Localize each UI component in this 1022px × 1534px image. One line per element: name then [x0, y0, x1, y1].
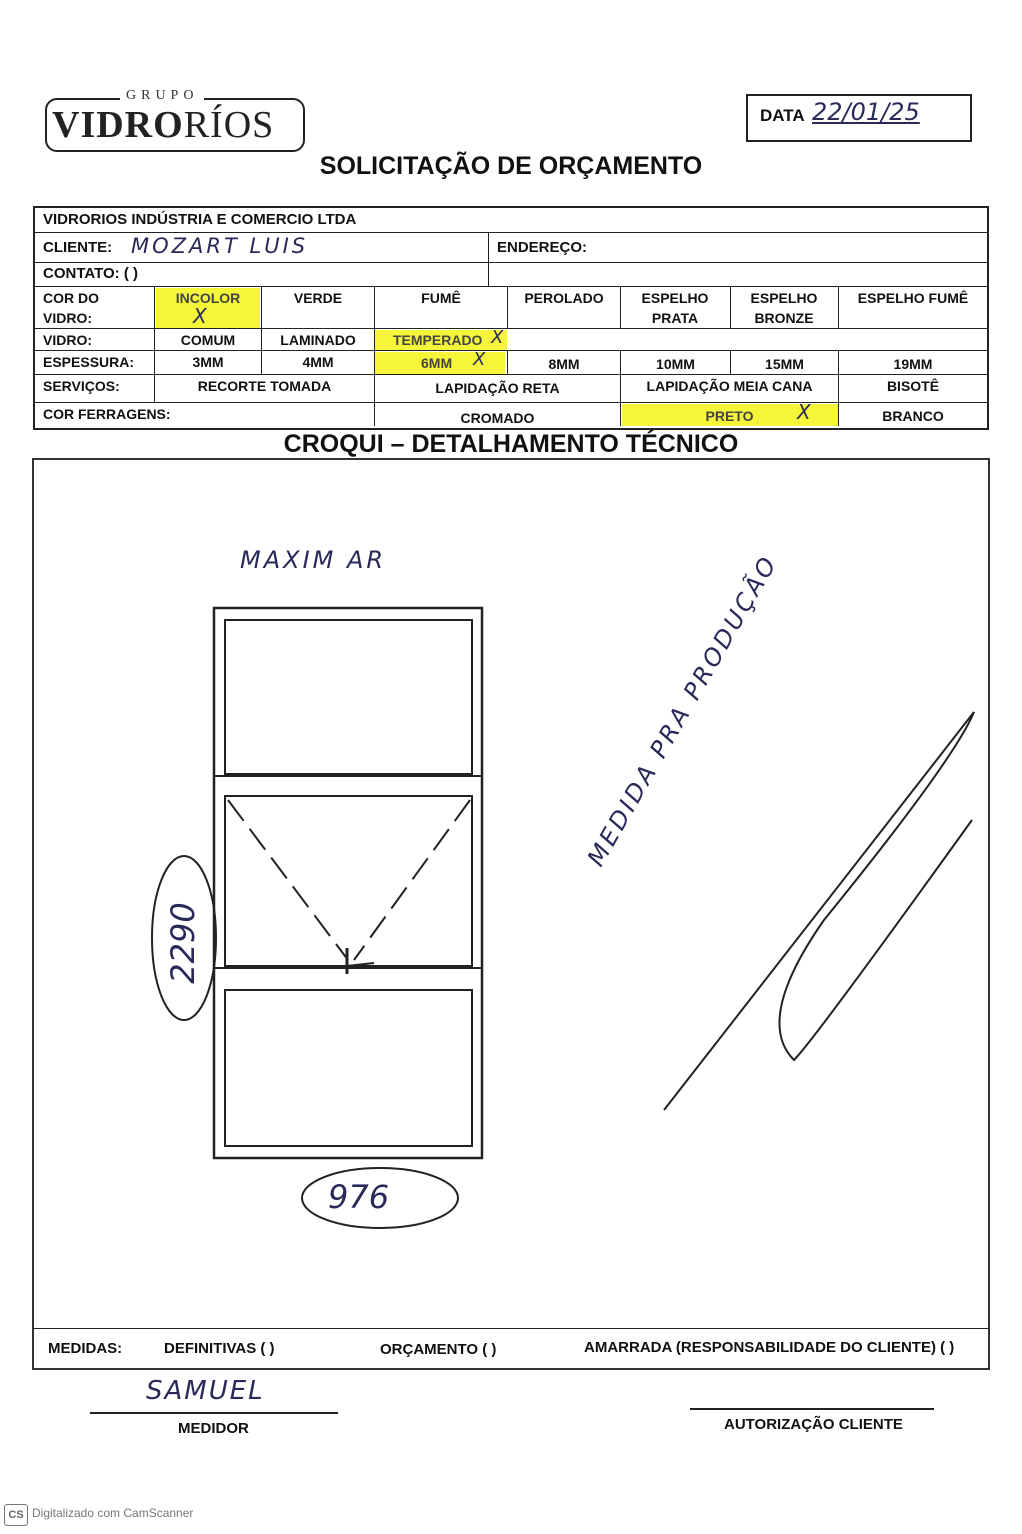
hardware-label: COR FERRAGENS:	[43, 406, 171, 422]
color-option-espelho-prata: ESPELHO PRATA	[641, 290, 709, 326]
row-divider	[35, 262, 987, 263]
address-label: ENDEREÇO:	[497, 239, 588, 256]
client-label: CLIENTE:	[43, 239, 113, 256]
thickness-option-15mm: 15MM	[765, 356, 804, 372]
services-label: SERVIÇOS:	[43, 378, 120, 394]
col-divider	[620, 286, 621, 328]
glass-option-comum: COMUM	[180, 332, 236, 348]
thickness-option-4mm: 4MM	[302, 354, 334, 370]
glass-label: VIDRO:	[43, 332, 92, 348]
col-divider	[730, 286, 731, 328]
production-note: MEDIDA PRA PRODUÇÃO	[581, 550, 784, 871]
measurer-label: MEDIDOR	[178, 1420, 249, 1437]
company-logo	[52, 103, 274, 147]
color-option-fume: FUMÊ	[421, 290, 461, 306]
color-option-espelho-fume: ESPELHO FUMÊ	[857, 290, 969, 306]
row-divider	[35, 374, 987, 375]
service-option-bisote: BISOTÊ	[886, 378, 940, 394]
camscanner-icon: CS	[4, 1504, 28, 1526]
hardware-option-cromado: CROMADO	[460, 410, 535, 426]
row-divider	[35, 402, 987, 403]
client-signature-line	[690, 1408, 934, 1410]
measurer-signature-line	[90, 1412, 338, 1414]
service-option-lapidacao-meia-cana: LAPIDAÇÃO MEIA CANA	[646, 378, 813, 394]
thickness-option-3mm: 3MM	[192, 354, 224, 370]
company-name: VIDRORIOS INDÚSTRIA E COMERCIO LTDA	[43, 211, 357, 228]
glass-selected-mark: X	[491, 327, 504, 348]
height-measure: 2290	[164, 902, 202, 984]
measures-label: MEDIDAS:	[48, 1340, 123, 1357]
measures-tied: AMARRADA (RESPONSABILIDADE DO CLIENTE) ( )	[584, 1339, 955, 1356]
glass-option-temperado: TEMPERADO	[393, 332, 483, 348]
row-divider	[35, 286, 987, 287]
color-option-espelho-bronze: ESPELHO BRONZE	[750, 290, 818, 326]
glass-option-laminado: LAMINADO	[280, 332, 356, 348]
date-label: DATA	[760, 106, 805, 125]
date-value: 22/01/25	[812, 98, 920, 126]
hardware-selected-mark: X	[797, 400, 811, 424]
width-measure: 976	[328, 1178, 390, 1216]
hardware-option-preto: PRETO	[705, 408, 754, 424]
measures-definitive: DEFINITIVAS ( )	[164, 1340, 275, 1357]
color-label-line2: VIDRO:	[43, 310, 92, 326]
thickness-option-10mm: 10MM	[656, 356, 695, 372]
logo-grupo-text: GRUPO	[120, 88, 204, 104]
window-type-label: MAXIM AR	[240, 546, 387, 574]
service-option-lapidacao-reta: LAPIDAÇÃO RETA	[435, 380, 560, 396]
logo-name-rest: RÍOS	[183, 104, 275, 146]
camscanner-watermark: Digitalizado com CamScanner	[32, 1506, 194, 1520]
color-label-line1: COR DO	[43, 290, 99, 306]
color-option-incolor: INCOLOR	[175, 290, 241, 306]
row-divider	[35, 328, 987, 329]
thickness-label: ESPESSURA:	[43, 354, 135, 370]
contact-label: CONTATO: ( )	[43, 265, 138, 282]
client-value: MOZART LUIS	[131, 234, 309, 258]
thickness-option-19mm: 19MM	[893, 356, 933, 372]
measures-divider	[34, 1328, 988, 1329]
thickness-option-8mm: 8MM	[548, 356, 580, 372]
client-authorization-label: AUTORIZAÇÃO CLIENTE	[724, 1416, 903, 1433]
service-option-recorte-tomada: RECORTE TOMADA	[197, 378, 332, 394]
row-divider	[35, 232, 987, 233]
color-option-perolado: PEROLADO	[524, 290, 604, 306]
measures-budget: ORÇAMENTO ( )	[380, 1341, 497, 1358]
sketch-title: CROQUI – DETALHAMENTO TÉCNICO	[283, 430, 739, 458]
sketch-area	[32, 458, 990, 1370]
row-divider	[35, 350, 987, 351]
color-option-verde: VERDE	[293, 290, 343, 306]
hardware-option-branco: BRANCO	[882, 408, 944, 424]
thickness-option-6mm: 6MM	[421, 355, 453, 371]
logo-name-bold: VIDRO	[52, 104, 184, 146]
quote-form-table	[33, 206, 989, 430]
col-divider	[488, 232, 489, 286]
thickness-selected-mark: X	[473, 349, 486, 370]
measurer-signature: SAMUEL	[146, 1376, 265, 1406]
page-title: SOLICITAÇÃO DE ORÇAMENTO	[319, 152, 703, 180]
color-selected-mark: X	[193, 304, 207, 328]
